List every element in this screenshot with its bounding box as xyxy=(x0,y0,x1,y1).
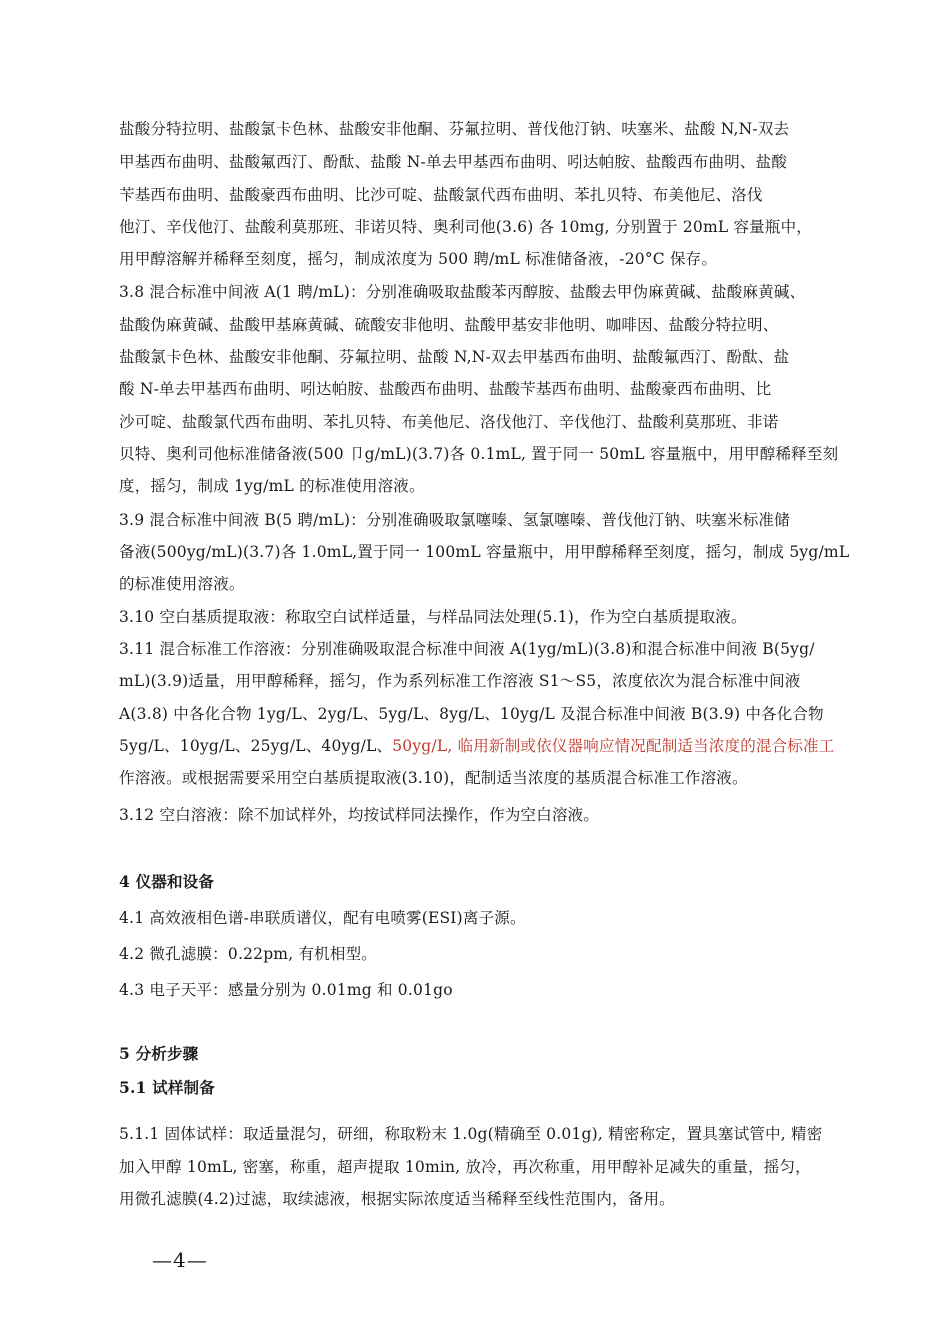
body-text-line: 他汀、辛伐他汀、盐酸利莫那班、非诺贝特、奥利司他(3.6) 各 10mg, 分别置于 20mL 容量瓶中， xyxy=(119,218,812,236)
body-text-line: 用微孔滤膜(4.2)过滤，取续滤液，根据实际浓度适当稀释至线性范围内，备用。 xyxy=(119,1190,675,1208)
body-text-line: mL)(3.9)适量，用甲醇稀释，摇匀，作为系列标准工作溶液 S1〜S5，浓度依次为混合标准中间液 xyxy=(119,672,801,690)
section-5-1-1: 5.1.1 固体试样：取适量混匀，研细，称取粉末 1.0g(精确至 0.01g), 精密称定，置具塞试管中, 精密 xyxy=(119,1125,823,1143)
body-text-line: 盐酸氯卡色林、盐酸安非他酮、芬氟拉明、盐酸 N,N-双去甲基西布曲明、盐酸氟西汀、酚酞、盐 xyxy=(119,348,790,366)
section-4-3: 4.3 电子天平：感量分别为 0.01mg 和 0.01go xyxy=(119,981,453,999)
body-text-line: 苄基西布曲明、盐酸豪西布曲明、比沙可啶、盐酸氯代西布曲明、苯扎贝特、布美他尼、洛伐 xyxy=(119,186,763,204)
concentration-list: 5yg/L、10yg/L、25yg/L、40yg/L、 xyxy=(119,737,393,755)
body-text-line: 度，摇匀，制成 1yg/mL 的标准使用溶液。 xyxy=(119,477,425,495)
section-3-9: 3.9 混合标准中间液 B(5 聘/mL)：分别准确吸取氯噻嗪、氢氯噻嗪、普伐他汀钠、呋塞米标准储 xyxy=(119,511,790,529)
section-heading-5: 5 分析步骤 xyxy=(119,1044,199,1063)
body-text-line: 沙可啶、盐酸氯代西布曲明、苯扎贝特、布美他尼、洛伐他汀、辛伐他汀、盐酸利莫那班、非诺 xyxy=(119,413,779,431)
body-text-line xyxy=(119,734,834,756)
body-text-line: 用甲醇溶解并稀释至刻度，摇匀，制成浓度为 500 聘/mL 标准储备液，-20°C 保存。 xyxy=(119,250,718,268)
body-text-line: 贝特、奥利司他标准储备液(500 卩g/mL)(3.7)各 0.1mL, 置于同一 50mL 容量瓶中，用甲醇稀释至刻 xyxy=(119,445,839,463)
body-text-line: A(3.8) 中各化合物 1yg/L、2yg/L、5yg/L、8yg/L、10yg/L 及混合标准中间液 B(3.9) 中各化合物 xyxy=(119,705,824,723)
body-text-line: 盐酸分特拉明、盐酸氯卡色林、盐酸安非他酮、芬氟拉明、普伐他汀钠、呋塞米、盐酸 N,N-双去 xyxy=(119,120,790,138)
body-text-line: 作溶液。或根据需要采用空白基质提取液(3.10)，配制适当浓度的基质混合标准工作溶液。 xyxy=(119,769,748,787)
section-heading-5-1: 5.1 试样制备 xyxy=(119,1078,215,1097)
section-4-1: 4.1 高效液相色谱-串联质谱仪，配有电喷雾(ESI)离子源。 xyxy=(119,909,526,927)
body-text-line: 酸 N-单去甲基西布曲明、吲达帕胺、盐酸西布曲明、盐酸苄基西布曲明、盐酸豪西布曲明、比 xyxy=(119,380,772,398)
body-text-line: 备液(500yg/mL)(3.7)各 1.0mL,置于同一 100mL 容量瓶中，用甲醇稀释至刻度，摇匀，制成 5yg/mL xyxy=(119,543,850,561)
section-3-8: 3.8 混合标准中间液 A(1 聘/mL)：分别准确吸取盐酸苯丙醇胺、盐酸去甲伪麻黄碱、盐酸麻黄碱、 xyxy=(119,283,806,301)
section-heading-4: 4 仪器和设备 xyxy=(119,872,215,891)
highlighted-text: 50yg/L, 临用新制或依仪器响应情况配制适当浓度的混合标准工 xyxy=(392,737,835,755)
section-4-2: 4.2 微孔滤膜：0.22pm, 有机相型。 xyxy=(119,945,377,963)
section-3-11: 3.11 混合标准工作溶液：分别准确吸取混合标准中间液 A(1yg/mL)(3.8)和混合标准中间液 B(5yg/ xyxy=(119,640,815,658)
page-number: —4— xyxy=(152,1248,208,1272)
body-text-line: 加入甲醇 10mL, 密塞，称重，超声提取 10min, 放冷，再次称重，用甲醇补足减失的重量，摇匀， xyxy=(119,1158,811,1176)
body-text-line: 盐酸伪麻黄碱、盐酸甲基麻黄碱、硫酸安非他明、盐酸甲基安非他明、咖啡因、盐酸分特拉明、 xyxy=(119,316,779,334)
section-3-12: 3.12 空白溶液：除不加试样外，均按试样同法操作，作为空白溶液。 xyxy=(119,806,600,824)
body-text-line: 的标准使用溶液。 xyxy=(119,575,245,593)
section-3-10: 3.10 空白基质提取液：称取空白试样适量，与样品同法处理(5.1)，作为空白基质提取液。 xyxy=(119,608,747,626)
body-text-line: 甲基西布曲明、盐酸氟西汀、酚酞、盐酸 N-单去甲基西布曲明、吲达帕胺、盐酸西布曲明、盐酸 xyxy=(119,153,788,171)
